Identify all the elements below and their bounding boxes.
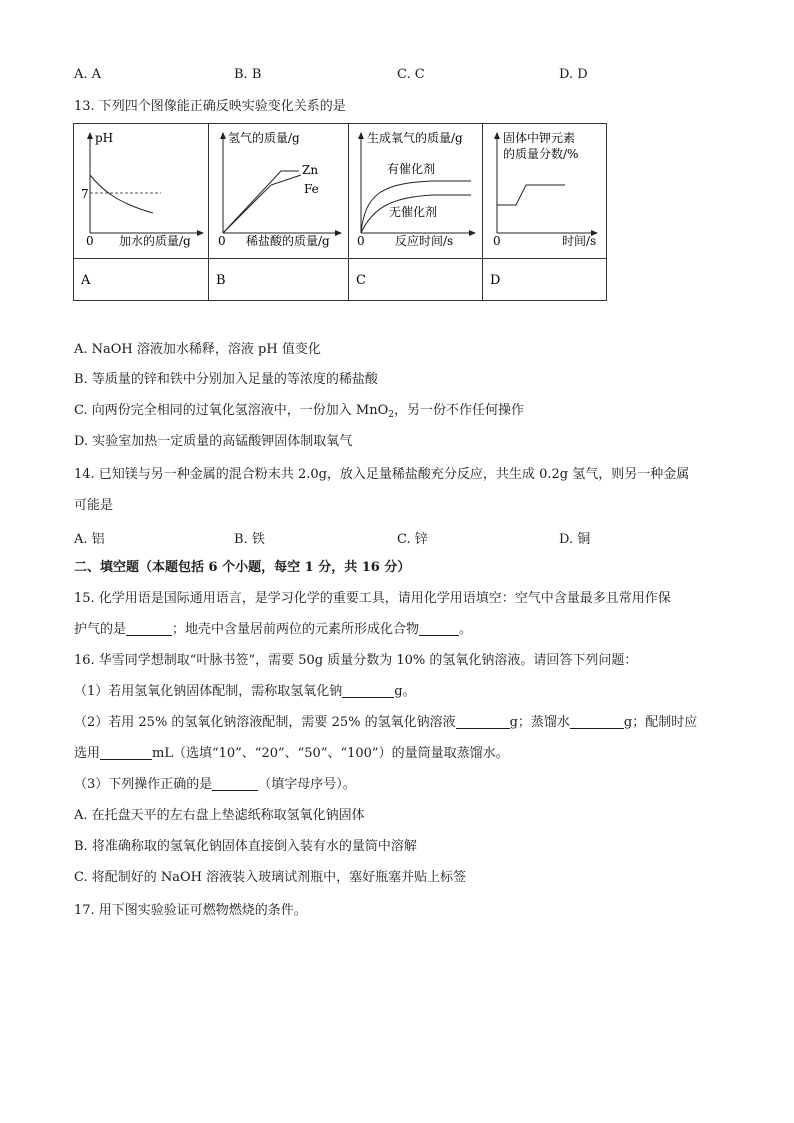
graph-a — [81, 131, 204, 248]
q16-option-a[interactable]: A. 在托盘天平的左右盘上垫滤纸称取氢氧化钠固体 — [74, 808, 365, 823]
section2-title: 二、填空题（本题包括 6 个小题，每空 1 分，共 16 分） — [74, 560, 411, 575]
graph-d-xlabel: 时间/s — [562, 234, 597, 248]
graph-a-curve — [90, 175, 153, 213]
q16-part2-text-c: g；配制时应 — [623, 715, 698, 730]
q15-blank-2[interactable] — [419, 621, 459, 636]
q16-part1-text-b: g。 — [394, 684, 416, 699]
q16-part2-line2-text-a: 选用 — [74, 746, 101, 761]
q15-text-b: ；地壳中含量居前两位的元素所形成化合物 — [172, 622, 420, 637]
graph-b-series-fe — [223, 171, 299, 233]
q16-part2-line2 — [74, 745, 509, 763]
q14-stem-line2: 可能是 — [74, 498, 114, 513]
graph-a-y-arrow — [87, 132, 93, 139]
graph-a-origin: 0 — [86, 234, 94, 248]
graph-c-ylabel: 生成氧气的质量/g — [367, 131, 463, 145]
q15-blank-1[interactable] — [126, 621, 172, 636]
cell-label-b: B — [216, 273, 226, 288]
q16-part3 — [74, 776, 356, 794]
q12-option-a[interactable]: A. A — [74, 67, 102, 82]
graph-a-ytick: 7 — [81, 187, 89, 201]
graph-b-ylabel: 氢气的质量/g — [228, 131, 300, 145]
q12-option-b[interactable]: B. B — [234, 67, 262, 82]
graph-c — [357, 130, 476, 248]
graph-b-x-arrow — [335, 230, 342, 236]
graph-d-ylabel-line1: 固体中钾元素 — [503, 131, 576, 145]
graph-c-label-no-catalyst: 无催化剂 — [389, 205, 438, 219]
graph-c-origin: 0 — [357, 234, 365, 248]
graph-b-label-zn: Zn — [302, 163, 319, 177]
q13-option-c-text: C. 向两份完全相同的过氧化氢溶液中，一份加入 MnO — [74, 403, 389, 418]
q13-option-c-tail: ，另一份不作任何操作 — [393, 403, 524, 418]
q13-stem: 13. 下列四个图像能正确反映实验变化关系的是 — [74, 99, 346, 114]
q16-option-b[interactable]: B. 将准确称取的氢氧化钠固体直接倒入装有水的量筒中溶解 — [74, 839, 417, 854]
q14-option-a[interactable]: A. 铝 — [74, 532, 105, 547]
q14-stem-line1: 14. 已知镁与另一种金属的混合粉末共 2.0g，放入足量稀盐酸充分反应，共生成 0.2g 氢气，则另一种金属 — [74, 467, 690, 482]
q15-line2 — [74, 621, 472, 639]
q16-stem: 16. 华雪同学想制取“叶脉书签”，需要 50g 质量分数为 10% 的氢氧化钠溶液。请回答下列问题： — [74, 653, 638, 668]
graph-c-x-arrow — [469, 230, 476, 236]
q16-part3-text-b: （填字母序号）。 — [258, 777, 356, 792]
graph-a-xlabel: 加水的质量/g — [119, 234, 191, 248]
q13-option-b[interactable]: B. 等质量的锌和铁中分别加入足量的等浓度的稀盐酸 — [74, 372, 378, 387]
graph-b-label-fe: Fe — [304, 182, 319, 196]
q13-option-d[interactable]: D. 实验室加热一定质量的高锰酸钾固体制取氧气 — [74, 434, 353, 449]
graph-d-curve — [497, 185, 565, 205]
q16-part1-text-a: （1）若用氢氧化钠固体配制，需称取氢氧化钠 — [74, 684, 343, 699]
q12-options — [74, 67, 674, 85]
cell-label-a: A — [81, 273, 91, 288]
q16-part1-blank[interactable] — [342, 683, 394, 698]
graph-b-origin: 0 — [218, 234, 226, 248]
graph-d-y-arrow — [494, 132, 500, 139]
graph-a-ylabel: pH — [95, 131, 114, 145]
q16-part1 — [74, 683, 416, 701]
q13-graph-table-svg — [73, 123, 607, 301]
q12-option-c[interactable]: C. C — [397, 67, 425, 82]
graph-c-xlabel: 反应时间/s — [395, 234, 454, 248]
q16-option-c[interactable]: C. 将配制好的 NaOH 溶液装入玻璃试剂瓶中，塞好瓶塞并贴上标签 — [74, 870, 467, 885]
cell-label-d: D — [490, 273, 501, 288]
graph-b-y-arrow — [220, 132, 226, 139]
q15-line1: 15. 化学用语是国际通用语言，是学习化学的重要工具，请用化学用语填空：空气中含量最多且常用作保 — [74, 591, 671, 606]
graph-b-xlabel: 稀盐酸的质量/g — [246, 234, 330, 248]
q16-part2-line2-text-b: mL（选填“10”、“20”、“50”、“100”）的量筒量取蒸馏水。 — [152, 746, 509, 761]
graph-b-series-zn — [223, 175, 301, 233]
q14-option-b[interactable]: B. 铁 — [234, 532, 265, 547]
graph-d-ylabel-line2: 的质量分数/% — [503, 147, 579, 161]
q16-part2-text-b: g；蒸馏水 — [509, 715, 570, 730]
q12-option-d[interactable]: D. D — [559, 67, 588, 82]
graph-d-origin: 0 — [493, 234, 501, 248]
q13-option-a[interactable]: A. NaOH 溶液加水稀释，溶液 pH 值变化 — [74, 342, 321, 357]
graph-c-y-arrow — [358, 132, 364, 139]
graph-a-x-arrow — [197, 230, 204, 236]
q13-graph-table — [73, 123, 607, 301]
q15-text-a: 护气的是 — [74, 622, 127, 637]
q14-option-c[interactable]: C. 锌 — [397, 532, 428, 547]
q16-part2-blank-1[interactable] — [456, 714, 510, 729]
q16-part2-blank-3[interactable] — [100, 745, 152, 760]
q14-options — [74, 528, 674, 546]
graph-c-label-catalyst: 有催化剂 — [387, 162, 436, 176]
q17-stem: 17. 用下图实验验证可燃物燃烧的条件。 — [74, 903, 307, 918]
q14-option-d[interactable]: D. 铜 — [559, 532, 591, 547]
q15-text-c: 。 — [459, 622, 473, 637]
cell-label-c: C — [356, 273, 366, 288]
graph-b — [218, 130, 342, 248]
q13-option-c[interactable] — [74, 402, 524, 424]
graph-d — [493, 130, 598, 248]
q16-part2-text-a: （2）若用 25% 的氢氧化钠溶液配制，需要 25% 的氢氧化钠溶液 — [74, 715, 456, 730]
q16-part2-blank-2[interactable] — [570, 714, 624, 729]
q16-part3-text-a: （3）下列操作正确的是 — [74, 777, 213, 792]
q13-option-c-subscript: 2 — [388, 410, 394, 420]
q16-part3-blank[interactable] — [212, 776, 258, 791]
q16-part2-line1 — [74, 714, 697, 732]
